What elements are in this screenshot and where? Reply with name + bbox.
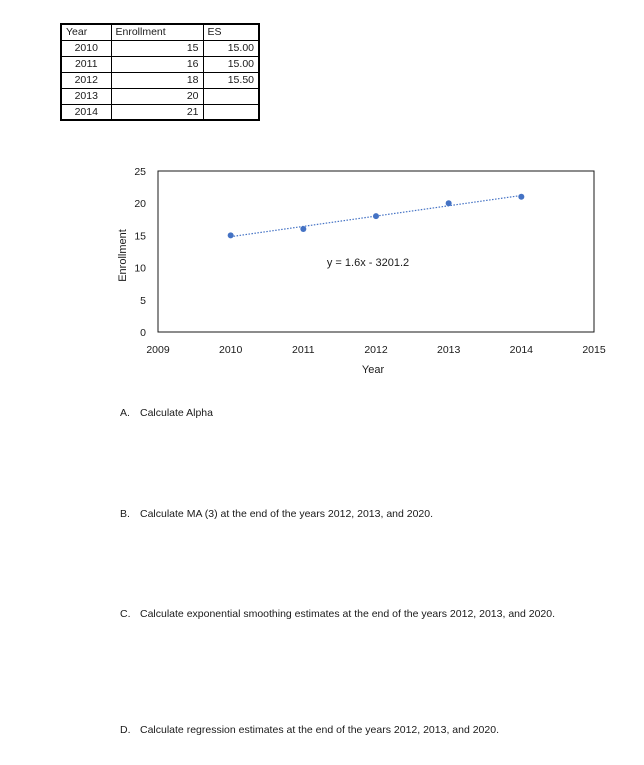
x-tick-label: 2010 — [218, 344, 243, 356]
cell-es: 15.00 — [203, 56, 259, 72]
cell-year: 2014 — [61, 104, 111, 120]
data-point — [446, 200, 452, 206]
question-b — [120, 507, 570, 522]
y-axis-label: Enrollment — [117, 229, 129, 282]
data-point — [518, 194, 524, 200]
trendline-equation: y = 1.6x - 3201.2 — [326, 257, 410, 269]
cell-es: 15.00 — [203, 40, 259, 56]
data-point — [228, 232, 234, 238]
cell-enrollment: 20 — [111, 88, 203, 104]
cell-enrollment: 21 — [111, 104, 203, 120]
question-text: Calculate Alpha — [140, 407, 213, 419]
header-enrollment: Enrollment — [111, 24, 203, 40]
x-tick-label: 2011 — [292, 344, 315, 356]
cell-es: 15.50 — [203, 72, 259, 88]
y-tick-label: 10 — [134, 262, 146, 275]
x-tick-label: 2014 — [509, 344, 534, 356]
question-letter: C. — [120, 608, 131, 620]
question-letter: B. — [120, 508, 130, 520]
x-tick-label: 2015 — [582, 344, 606, 356]
cell-year: 2012 — [61, 72, 111, 88]
header-es: ES — [203, 24, 259, 40]
data-point — [300, 226, 306, 232]
question-letter: A. — [120, 407, 130, 419]
header-year: Year — [61, 24, 111, 40]
y-tick-label: 0 — [140, 327, 146, 339]
y-tick-label: 15 — [134, 230, 146, 243]
x-tick-label: 2013 — [436, 344, 461, 356]
question-d — [120, 723, 570, 738]
cell-year: 2010 — [61, 40, 111, 56]
plot-area-border — [158, 171, 594, 332]
question-a — [120, 406, 570, 421]
question-c — [120, 607, 570, 622]
x-tick-label: 2009 — [146, 344, 170, 356]
cell-year: 2013 — [61, 88, 111, 104]
y-tick-label: 20 — [134, 198, 146, 211]
question-text: Calculate MA (3) at the end of the years 2012, 2013, and 2020. — [140, 508, 434, 520]
data-point — [373, 213, 379, 219]
cell-enrollment: 16 — [111, 56, 203, 72]
y-tick-label: 5 — [140, 294, 146, 307]
cell-enrollment: 15 — [111, 40, 203, 56]
question-letter: D. — [120, 724, 131, 736]
cell-enrollment: 18 — [111, 72, 203, 88]
cell-year: 2011 — [61, 56, 111, 72]
y-tick-label: 25 — [134, 166, 146, 178]
question-text: Calculate exponential smoothing estimates at the end of the years 2012, 2013, and 2020. — [140, 608, 556, 620]
x-tick-label: 2012 — [364, 344, 388, 356]
question-text: Calculate regression estimates at the end of the years 2012, 2013, and 2020. — [140, 724, 499, 736]
x-axis-label: Year — [361, 364, 385, 376]
